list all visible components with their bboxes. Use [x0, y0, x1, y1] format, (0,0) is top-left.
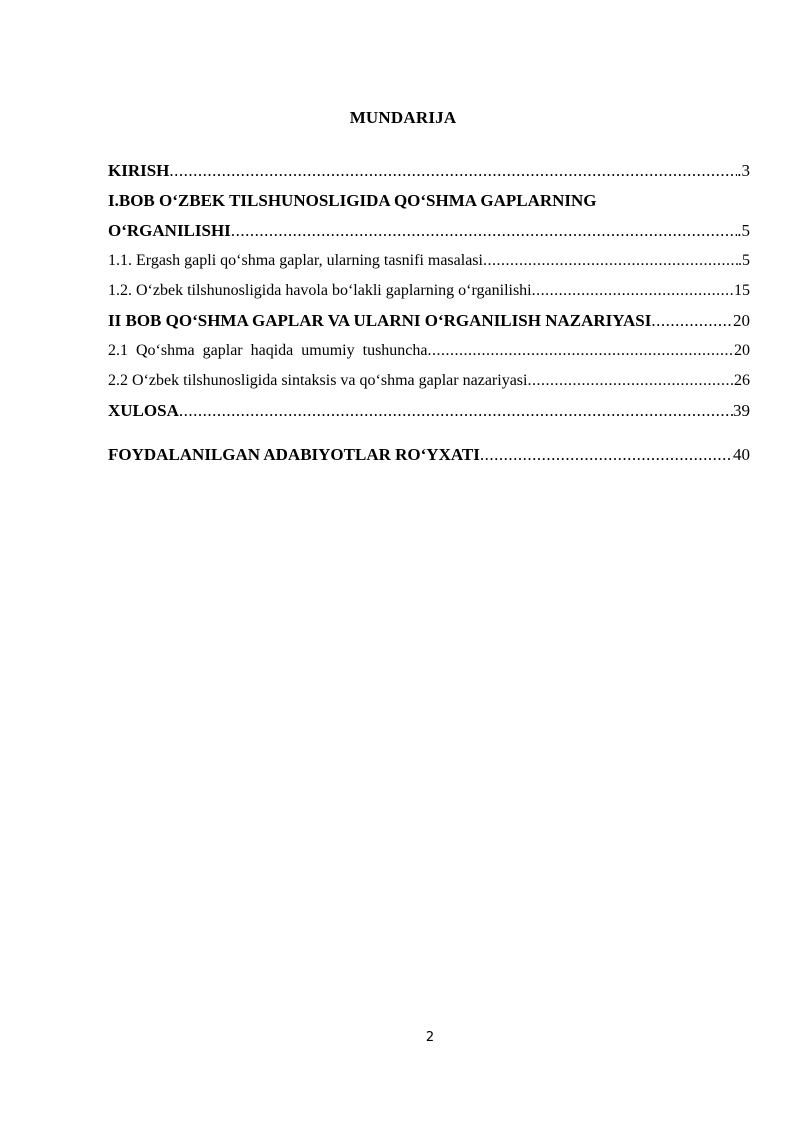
toc-entry-label: 1.2. O‘zbek tilshunosligida havola bo‘lakli gaplarning o‘rganilishi	[108, 282, 532, 299]
toc-entry-label: 1.1. Ergash gapli qo‘shma gaplar, ularning tasnifi masalasi	[108, 252, 483, 269]
toc-entry-2-2[interactable]	[108, 366, 750, 396]
toc-entry-label: 2.1 Qo‘shma gaplar haqida umumiy tushuncha	[108, 342, 428, 359]
toc-entry-1-2[interactable]	[108, 276, 750, 306]
dot-leader	[483, 246, 738, 276]
toc-entry-label: O‘RGANILISHI	[108, 221, 231, 240]
toc-entry-adabiyotlar[interactable]	[108, 440, 750, 470]
page-title: MUNDARIJA	[349, 108, 457, 127]
spacer	[108, 426, 750, 440]
toc-entry-label: KIRISH	[108, 161, 170, 180]
toc-entry-page: 26	[734, 372, 750, 389]
toc-entry-1-1[interactable]	[108, 246, 750, 276]
toc-entry-page: 20	[733, 311, 750, 330]
toc-entry-kirish[interactable]	[108, 156, 750, 186]
toc-entry-page: .3	[737, 161, 750, 180]
toc-chapter1-title[interactable]: I.BOB O‘ZBEK TILSHUNOSLIGIDA QO‘SHMA GAPLARNING	[108, 191, 597, 210]
toc-entry-page: 40	[733, 445, 750, 464]
toc-entry-chapter2[interactable]	[108, 306, 750, 336]
page-number: 2	[425, 1030, 435, 1045]
dot-leader	[231, 216, 737, 246]
toc-entry-label: XULOSA	[108, 401, 179, 420]
dot-leader	[428, 336, 735, 366]
toc-entry-xulosa[interactable]	[108, 396, 750, 426]
toc-entry-page: 39	[733, 401, 750, 420]
toc-entry-label: FOYDALANILGAN ADABIYOTLAR RO‘YXATI	[108, 445, 480, 464]
toc-entry-label: II BOB QO‘SHMA GAPLAR VA ULARNI O‘RGANILISH NAZARIYASI	[108, 311, 652, 330]
dot-leader	[532, 276, 734, 306]
dot-leader	[527, 366, 734, 396]
dot-leader	[651, 306, 733, 336]
toc-entry-label: 2.2 O‘zbek tilshunosligida sintaksis va qo‘shma gaplar nazariyasi	[108, 372, 528, 389]
dot-leader	[179, 396, 733, 426]
toc-entry-page: 20	[734, 342, 750, 359]
toc-entry-chapter1[interactable]	[108, 216, 750, 246]
dot-leader	[169, 156, 737, 186]
toc-entry-page: 15	[734, 282, 750, 299]
toc-entry-page: .5	[738, 252, 750, 269]
toc-entry-2-1[interactable]	[108, 336, 750, 366]
table-of-contents	[108, 156, 750, 470]
toc-entry-page: .5	[737, 221, 750, 240]
dot-leader	[480, 440, 733, 470]
